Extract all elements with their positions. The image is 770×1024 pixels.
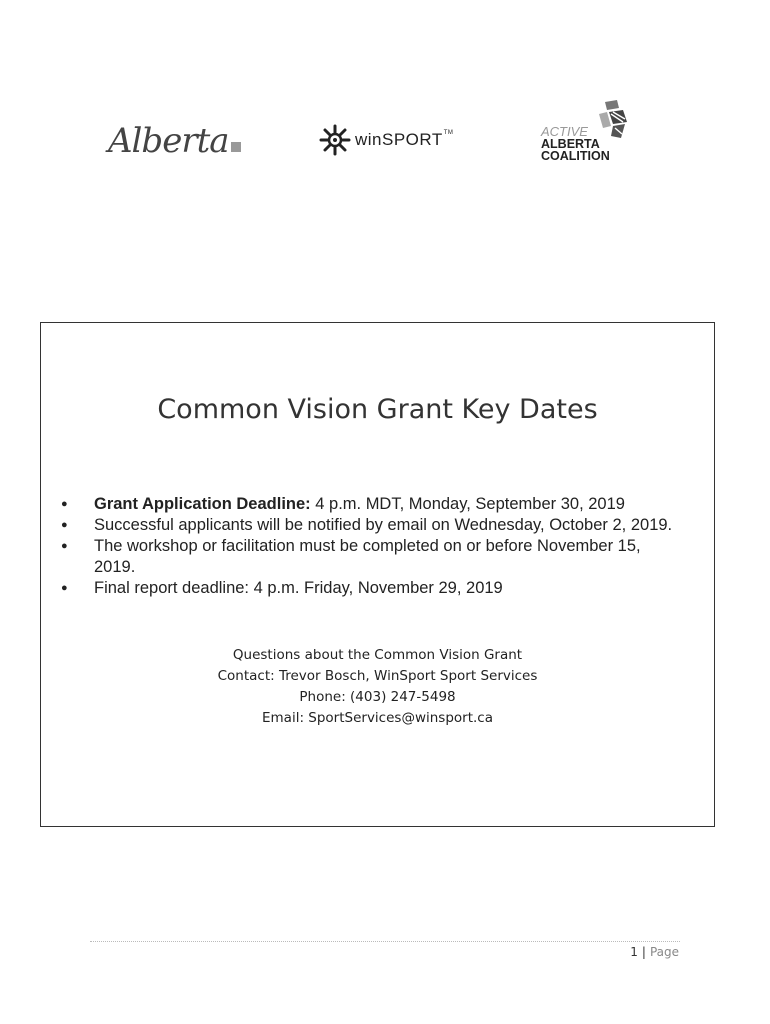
list-item-text: 4 p.m. MDT, Monday, September 30, 2019 xyxy=(310,495,625,513)
list-item-text: The workshop or facilitation must be completed on or before November 15, 2019. xyxy=(94,537,641,576)
contact-email: Email: SportServices@winsport.ca xyxy=(261,710,493,726)
alberta-logo-square xyxy=(231,142,241,152)
page-title: Common Vision Grant Key Dates xyxy=(157,394,598,425)
aac-logo-coalition: COALITION xyxy=(541,149,610,163)
list-item-text: Final report deadline: 4 p.m. Friday, November 29, 2019 xyxy=(94,579,503,597)
contact-name: Contact: Trevor Bosch, WinSport Sport Services xyxy=(217,668,538,684)
list-item xyxy=(61,536,681,578)
snowflake-icon xyxy=(319,124,351,156)
list-item xyxy=(61,578,681,599)
alberta-logo xyxy=(108,114,241,161)
footer-divider xyxy=(90,941,680,942)
page-label: Page xyxy=(649,945,679,959)
key-dates-list xyxy=(61,494,681,599)
contact-block xyxy=(41,645,714,729)
active-alberta-mark-icon xyxy=(595,100,629,140)
aac-logo-alberta: ALBERTA xyxy=(541,137,600,151)
alberta-logo-text: Alberta xyxy=(108,121,229,161)
footer-separator: | xyxy=(641,945,646,959)
key-dates-box xyxy=(40,322,715,827)
page-number: 1 xyxy=(630,945,638,959)
contact-heading: Questions about the Common Vision Grant xyxy=(232,647,523,663)
list-item-bold: Grant Application Deadline: xyxy=(94,495,311,513)
list-item xyxy=(61,494,681,515)
aac-logo-active: ACTIVE xyxy=(541,124,588,139)
active-alberta-coalition-logo xyxy=(541,100,641,164)
contact-phone: Phone: (403) 247-5498 xyxy=(299,689,456,705)
winsport-logo-text: winSPORT™ xyxy=(355,130,454,149)
list-item-text: Successful applicants will be notified by email on Wednesday, October 2, 2019. xyxy=(94,516,673,534)
list-item xyxy=(61,515,681,536)
winsport-logo xyxy=(319,124,453,156)
page-footer xyxy=(630,945,679,959)
